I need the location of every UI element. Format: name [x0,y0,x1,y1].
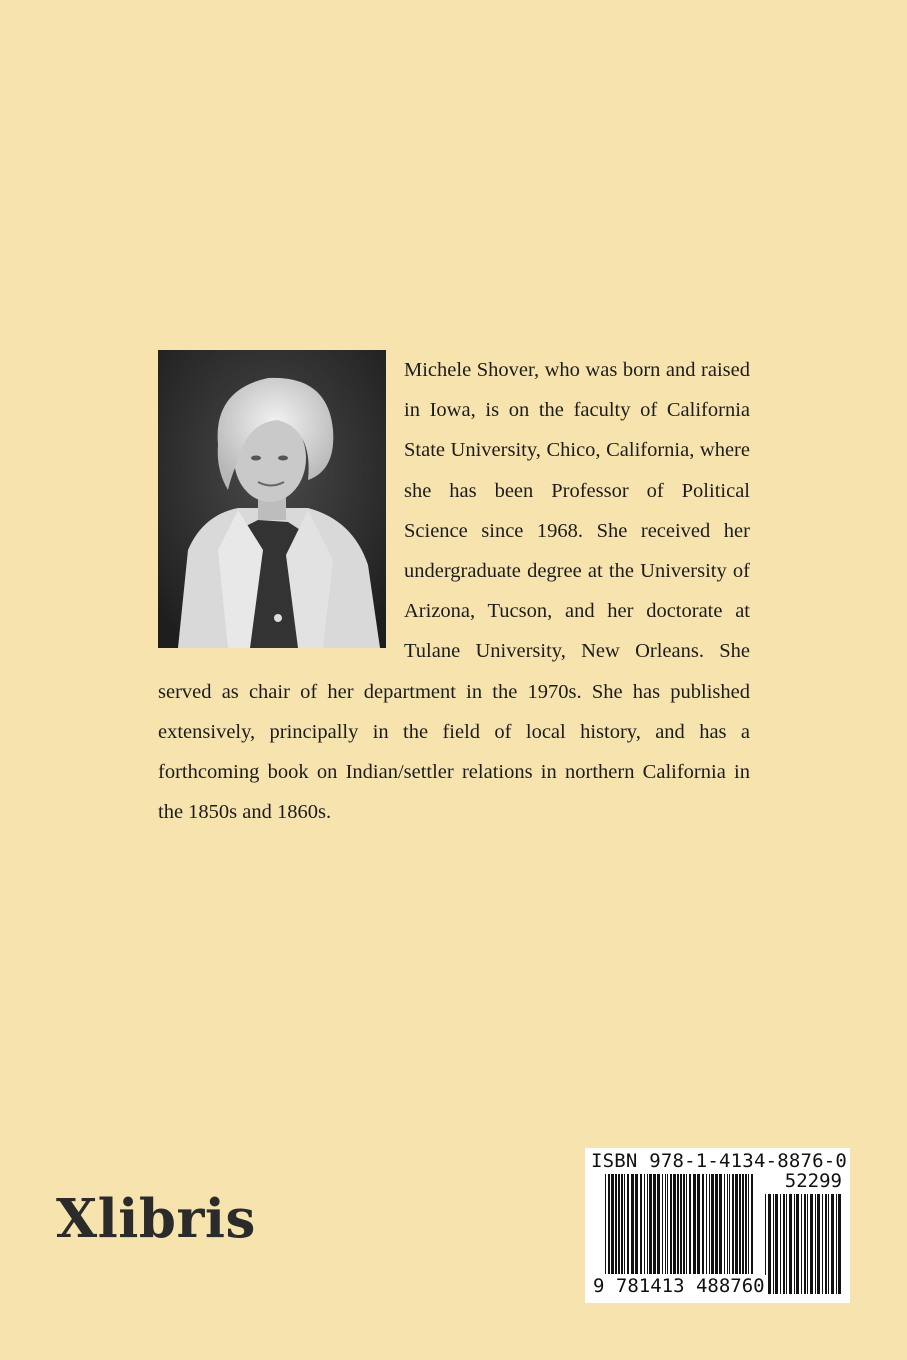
barcode-addon-bar [831,1194,834,1294]
barcode-addon-bar [786,1194,787,1294]
barcode-bar [719,1174,722,1274]
barcode-digits: 9 781413 488760 [593,1275,765,1297]
barcode-bar [689,1174,691,1274]
barcode-bar [627,1174,629,1274]
barcode-addon-bar [825,1194,827,1294]
barcode-bar [665,1174,666,1274]
barcode-bar [670,1174,672,1274]
barcode-addon-bar [836,1194,837,1294]
barcode-addon-bar [773,1194,774,1294]
barcode-addon-bar [807,1194,808,1294]
barcode-addon-bar [796,1194,799,1294]
barcode-addon-bar [828,1194,829,1294]
barcode-bar [667,1174,668,1274]
barcode-bar [657,1174,660,1274]
barcode-bar [647,1174,648,1274]
author-bio-text: Michele Shover, who was born and raised in Iowa, is on the faculty of California State University, Chico, California, where she has been Professor of Political Science since 1968. She received her undergraduate degree at the University of Arizona, Tucson, and her doctorate at Tulane University, New Orleans. She served as chair of her department in the 1970s. She has published extensively, principally in the field of local history, and has a forthcoming book on Indian/settler relations in northern California in the 1850s and 1860s. [158,359,750,824]
price-code: 52299 [784,1170,842,1192]
barcode-bar [748,1174,749,1274]
barcode-bar [709,1174,710,1274]
barcode-bar [727,1174,728,1274]
barcode-addon-bar [794,1194,795,1294]
barcode-bar [732,1174,734,1274]
author-bio-section [158,350,750,832]
barcode-bar [605,1174,606,1274]
author-photo [158,350,386,648]
barcode-bar [683,1174,685,1274]
barcode-bar [697,1174,700,1274]
barcode-bar [686,1174,687,1274]
barcode-addon-bar [817,1194,820,1294]
barcode-addon-bar [838,1194,841,1294]
barcode-bar [742,1174,744,1274]
barcode-bar [702,1174,704,1274]
barcode-bar [608,1174,610,1274]
barcode-bar [729,1174,730,1274]
barcode-bar [745,1174,747,1274]
barcode-bar [640,1174,642,1274]
barcode-bar [653,1174,656,1274]
barcode-bar [751,1174,753,1274]
barcode-bar [631,1174,634,1274]
barcode-bar [724,1174,725,1274]
barcode-bar [662,1174,663,1274]
barcode-bar [649,1174,652,1274]
barcode-bar [618,1174,620,1274]
barcode-bar [673,1174,676,1274]
barcode-addon-bar [822,1194,823,1294]
barcode-bar [611,1174,614,1274]
barcode-addon-bar [768,1194,771,1294]
barcode-bar [644,1174,645,1274]
barcode-bar [706,1174,707,1274]
barcode-addon-bar [815,1194,816,1294]
barcode-bar [624,1174,625,1274]
barcode-addon-bar [783,1194,785,1294]
barcode-bar [635,1174,638,1274]
barcode-bar [693,1174,696,1274]
barcode-addon-bar [801,1194,802,1294]
publisher-logo: Xlibris [56,1188,256,1250]
barcode-bar [615,1174,617,1274]
barcode-bar [715,1174,718,1274]
barcode-addon-bar [789,1194,792,1294]
barcode-bar [739,1174,741,1274]
isbn-label: ISBN 978-1-4134-8876-0 [591,1150,848,1172]
barcode-bar [735,1174,738,1274]
barcode-addon-bar [775,1194,778,1294]
barcode-bar [711,1174,714,1274]
barcode-bar [680,1174,682,1274]
author-portrait-image [158,350,386,648]
barcode-bar [677,1174,679,1274]
barcode-addon-bar [804,1194,806,1294]
barcode-addon-bar [780,1194,781,1294]
isbn-barcode [585,1148,850,1303]
barcode-bar [621,1174,623,1274]
barcode-addon-bar [810,1194,813,1294]
